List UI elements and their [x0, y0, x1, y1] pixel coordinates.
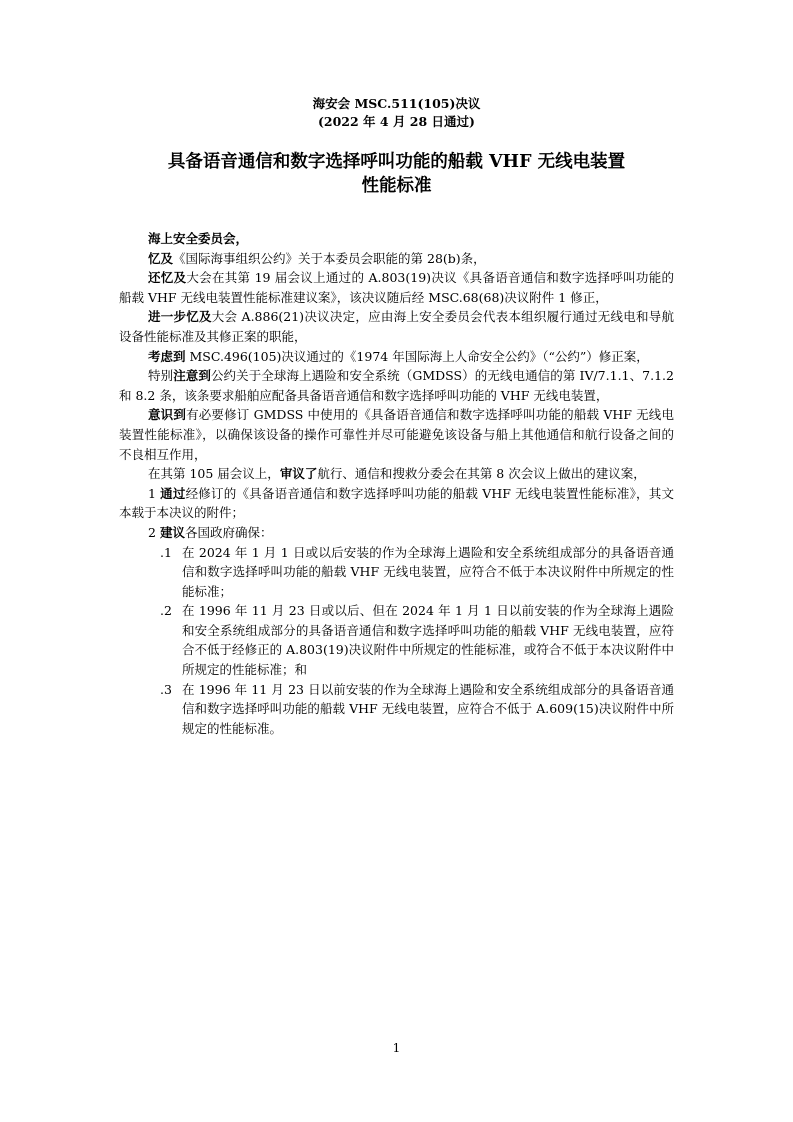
preamble-pre: 在其第 105 届会议上，	[148, 466, 280, 482]
resolution-body	[119, 229, 674, 738]
preamble-text: 大会在其第 19 届会议上通过的 A.803(19)决议《具备语音通信和数字选择呼叫功能的船载 VHF 无线电装置性能标准建议案》，该决议随后经 MSC.68(68)决议附件 1 修正，	[119, 270, 674, 305]
preamble-paragraph	[119, 464, 674, 484]
resolution-number: 海安会 MSC.511(105)决议	[312, 96, 481, 111]
sub-paragraph-number: .1	[160, 544, 172, 560]
sub-paragraph-text: 在 2024 年 1 月 1 日或以后安装的作为全球海上遇险和安全系统组成部分的具备语音通信和数字选择呼叫功能的船载 VHF 无线电装置，应符合不低于本决议附件中所规定的性能标准；	[182, 544, 674, 599]
sub-paragraph-number: .3	[160, 681, 172, 697]
preamble-lead: 意识到	[148, 407, 187, 423]
preamble-paragraph	[119, 268, 674, 307]
preamble-text: MSC.496(105)决议通过的《1974 年国际海上人命安全公约》（“公约”）修正案，	[185, 348, 649, 364]
preamble-text: 大会 A.886(21)决议决定，应由海上安全委员会代表本组织履行通过无线电和导航设备性能标准及其修正案的职能，	[119, 309, 674, 344]
sub-paragraph	[119, 543, 674, 602]
operative-text: 各国政府确保：	[184, 524, 273, 540]
preamble-paragraph	[119, 347, 674, 367]
preamble-lead: 还忆及	[148, 270, 187, 286]
operative-lead: 建议	[159, 524, 185, 540]
sub-paragraph	[119, 680, 674, 739]
document-title-line1: 具备语音通信和数字选择呼叫功能的船载 VHF 无线电装置	[167, 152, 626, 172]
sub-paragraph-number: .2	[160, 603, 172, 619]
preamble-lead: 考虑到	[148, 348, 186, 364]
operative-text: 经修订的《具备语音通信和数字选择呼叫功能的船载 VHF 无线电装置性能标准》，其文本载于本决议的附件；	[119, 485, 674, 521]
page-number: 1	[392, 1041, 401, 1055]
sub-paragraph	[119, 601, 674, 679]
preamble-paragraph	[119, 249, 674, 269]
operative-number: 1	[148, 485, 161, 501]
preamble-text: 航行、通信和搜救分委会在其第 8 次会议上做出的建议案，	[317, 466, 646, 482]
preamble-lead: 忆及	[148, 250, 174, 266]
preamble-text: 《国际海事组织公约》关于本委员会职能的第 28(b)条，	[173, 250, 486, 266]
operative-paragraph-2	[119, 523, 674, 543]
preamble-paragraph	[119, 366, 674, 405]
preamble-text: 有必要修订 GMDSS 中使用的《具备语音通信和数字选择呼叫功能的船载 VHF 无线电装置性能标准》，以确保该设备的操作可靠性并尽可能避免该设备与船上其他通信和航行设备之间的不良相互作用，	[119, 407, 674, 462]
sub-paragraph-text: 在 1996 年 11 月 23 日以前安装的作为全球海上遇险和安全系统组成部分的具备语音通信和数字选择呼叫功能的船载 VHF 无线电装置，应符合不低于 A.609(15)决议附件中所规定的性能标准。	[182, 681, 674, 736]
preamble-lead: 进一步忆及	[148, 309, 212, 325]
preamble-text: 公约关于全球海上遇险和安全系统（GMDSS）的无线电通信的第 IV/7.1.1、7.1.2 和 8.2 条，该条要求船舶应配备具备语音通信和数字选择呼叫功能的 VHF 无线电装置，	[119, 368, 674, 403]
preamble-pre: 特别	[148, 368, 174, 384]
document-title-line2: 性能标准	[361, 176, 432, 196]
preamble-paragraph	[119, 307, 674, 346]
preamble-paragraph	[119, 405, 674, 464]
sub-paragraph-text: 在 1996 年 11 月 23 日或以后、但在 2024 年 1 月 1 日以前安装的作为全球海上遇险和安全系统组成部分的具备语音通信和数字选择呼叫功能的船载 VHF 无线电装置，应符合不低于经修正的 A.803(19)决议附件中所规定的性能标准，或符合不低于本决议附件中所规定的性能标准；和	[182, 603, 674, 678]
preamble-lead: 审议了	[279, 466, 318, 482]
preamble-lead: 注意到	[173, 368, 211, 384]
operative-paragraph-1	[119, 484, 674, 523]
committee-heading: 海上安全委员会，	[148, 231, 249, 246]
operative-number: 2	[148, 524, 160, 540]
adoption-date: (2022 年 4 月 28 日通过)	[318, 114, 475, 129]
operative-lead: 通过	[160, 485, 186, 501]
